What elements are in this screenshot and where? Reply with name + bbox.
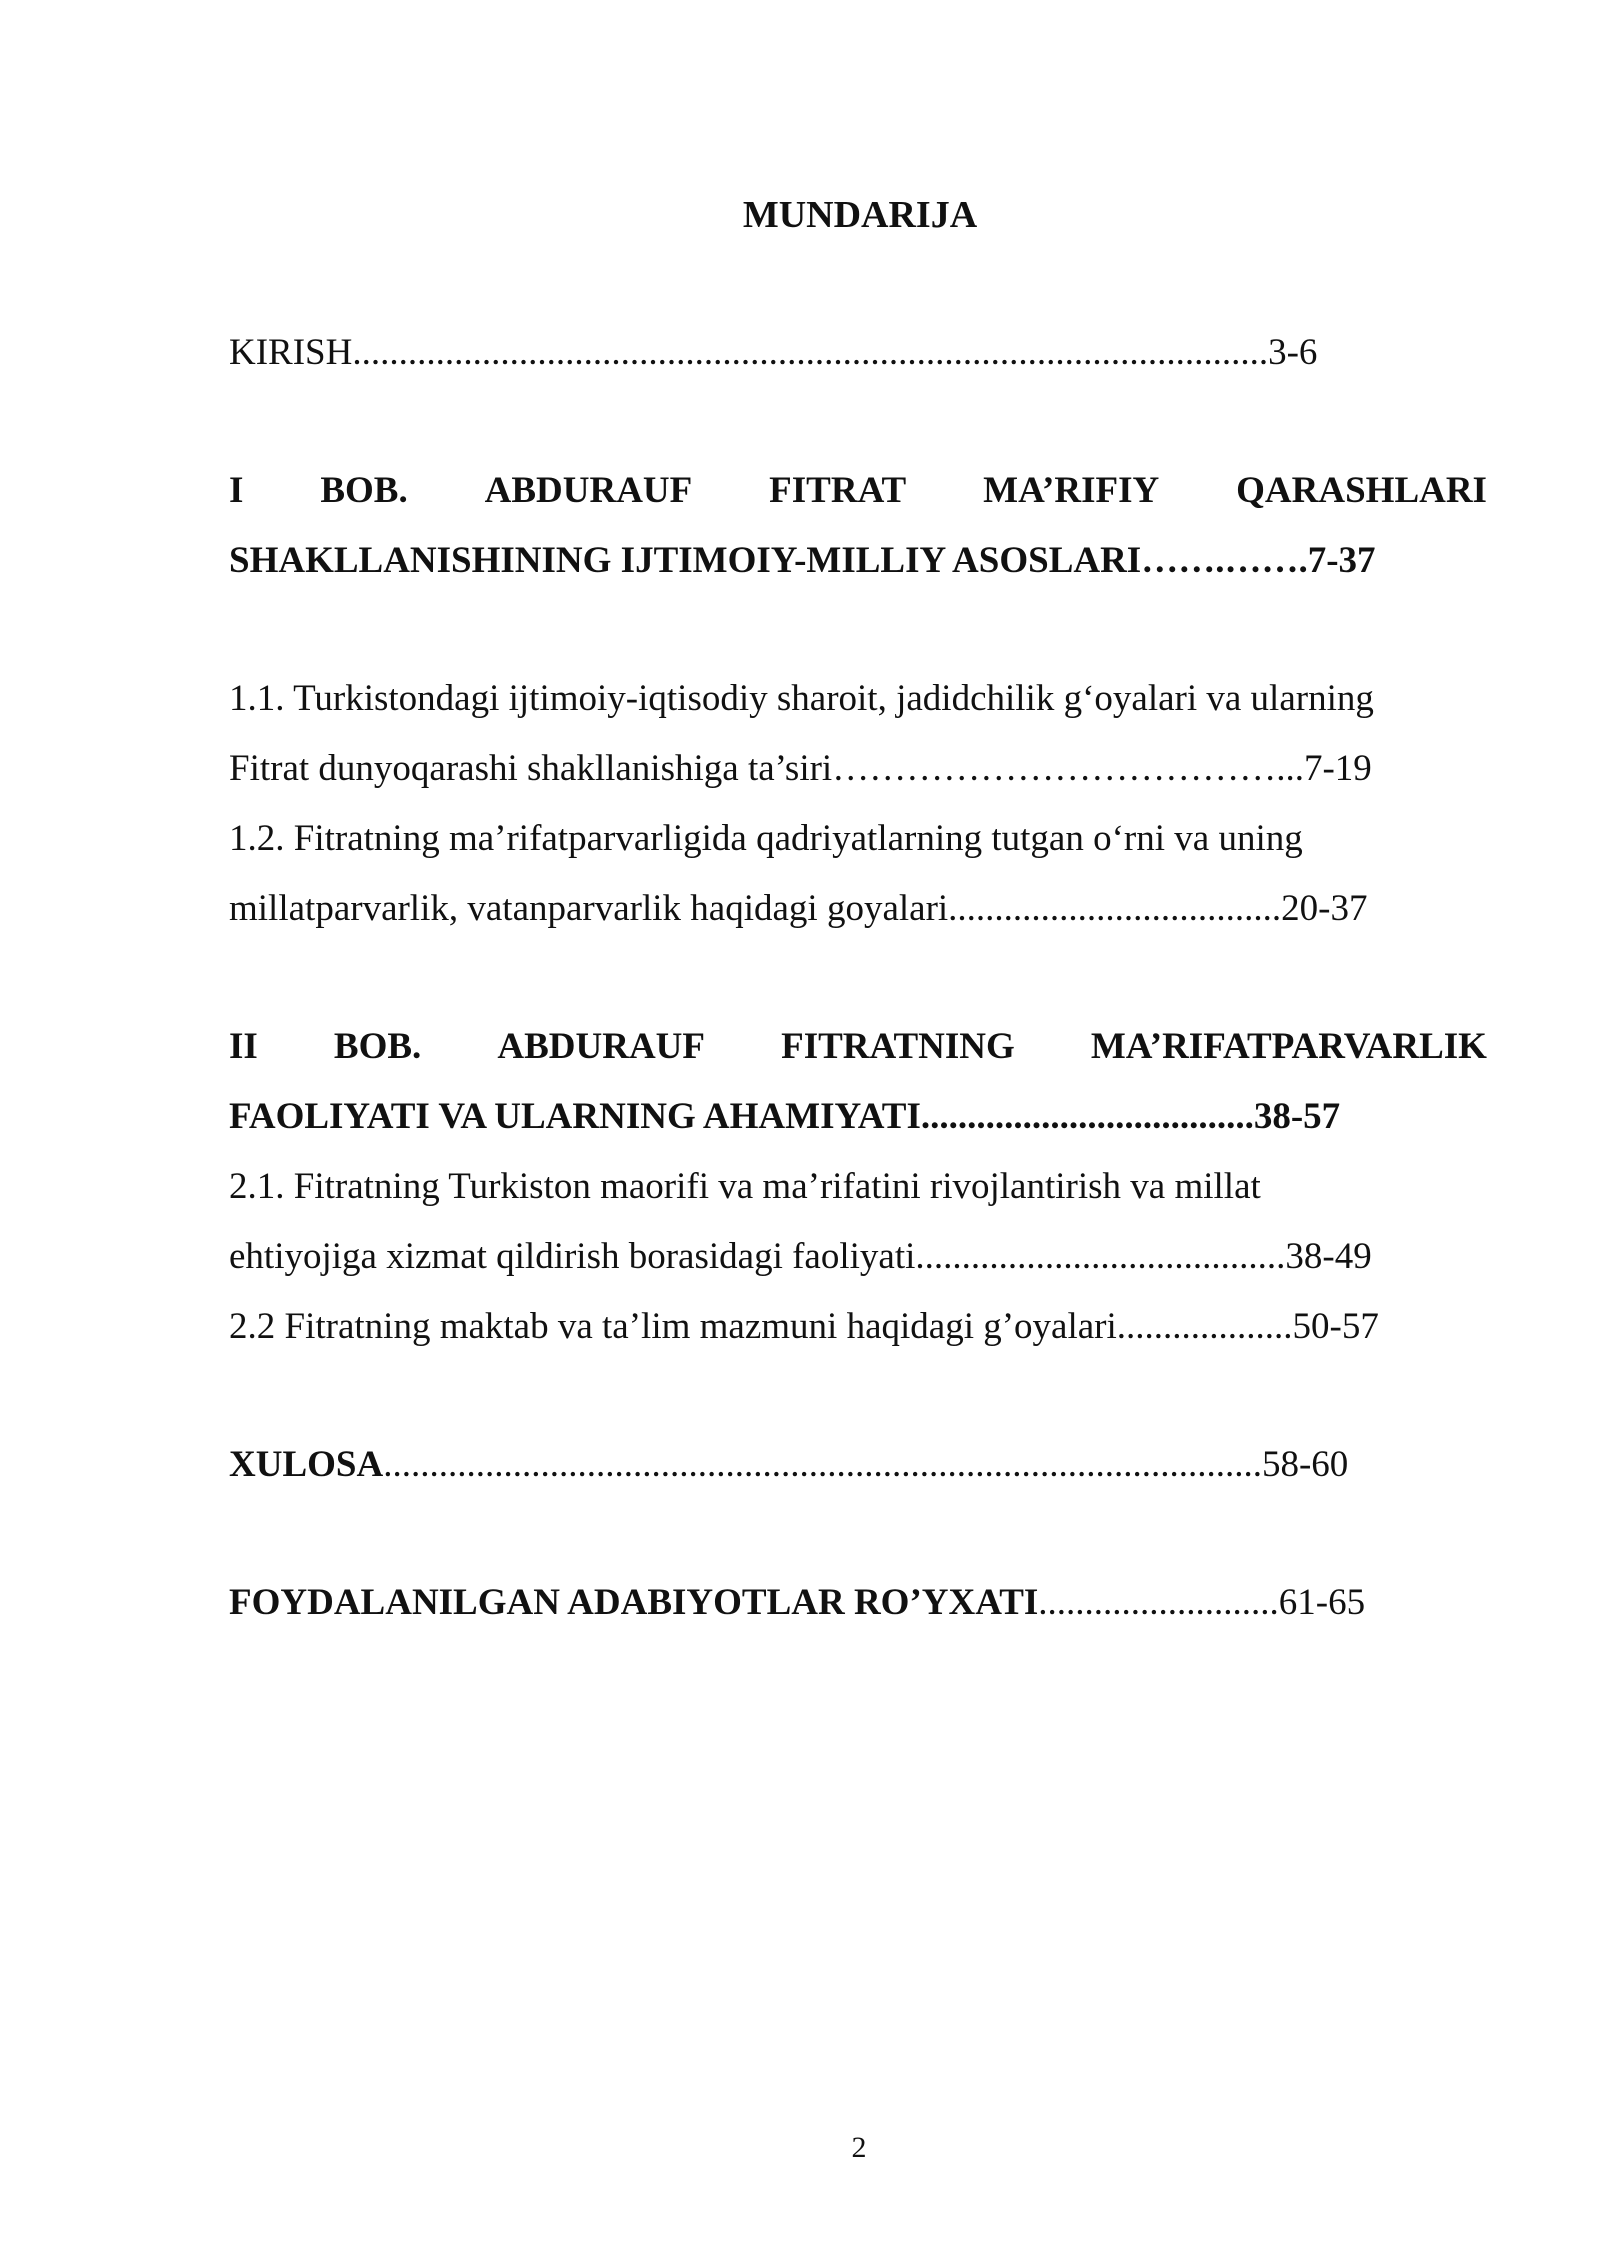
heading-word: II [229, 1026, 258, 1067]
toc-chapter1-heading-line2: SHAKLLANISHINING IJTIMOIY-MILLIY ASOSLARI…….…….7-37 [229, 540, 1376, 581]
page-title: MUNDARIJA [742, 194, 978, 236]
heading-word: BOB. [320, 470, 408, 511]
toc-section-2-1-line2: ehtiyojiga xizmat qildirish borasidagi faoliyati........................................38-49 [229, 1236, 1372, 1277]
heading-word: QARASHLARI [1236, 470, 1487, 511]
toc-entry-xulosa [229, 1441, 1348, 1489]
toc-section-1-1-line2: Fitrat dunyoqarashi shakllanishiga ta’siri………………………………...7-19 [229, 748, 1372, 789]
toc-entry-leader: ..........................61-65 [1038, 1582, 1366, 1623]
toc-section-1-2-line2: millatparvarlik, vatanparvarlik haqidagi goyalari....................................20-37 [229, 888, 1368, 929]
page-number: 2 [851, 2131, 867, 2164]
toc-section-2-2: 2.2 Fitratning maktab va ta’lim mazmuni haqidagi g’oyalari...................50-57 [229, 1306, 1379, 1347]
heading-word: I [229, 470, 244, 511]
toc-section-2-1-line1: 2.1. Fitratning Turkiston maorifi va ma’rifatini rivojlantirish va millat [229, 1166, 1261, 1207]
toc-chapter1-heading-line1 [229, 467, 1487, 515]
toc-chapter2-heading-line1 [229, 1023, 1487, 1071]
toc-chapter2-heading-line2: FAOLIYATI VA ULARNING AHAMIYATI....................................38-57 [229, 1096, 1341, 1137]
toc-entry-label: XULOSA [229, 1444, 384, 1485]
toc-entry-leader: ...............................................................................................58-60 [383, 1444, 1349, 1485]
toc-entry-kirish: KIRISH...................................................................................................3-6 [229, 332, 1318, 373]
heading-word: ABDURAUF [497, 1026, 705, 1067]
heading-word: FITRAT [769, 470, 907, 511]
toc-entry-label: FOYDALANILGAN ADABIYOTLAR RO’YXATI [229, 1582, 1039, 1623]
heading-word: BOB. [333, 1026, 422, 1067]
heading-word: FITRATNING [781, 1026, 1015, 1067]
toc-section-1-2-line1: 1.2. Fitratning ma’rifatparvarligida qadriyatlarning tutgan o‘rni va uning [229, 818, 1303, 859]
heading-word: ABDURAUF [484, 470, 693, 511]
toc-entry-references [229, 1579, 1365, 1627]
toc-section-1-1-line1: 1.1. Turkistondagi ijtimoiy-iqtisodiy sharoit, jadidchilik g‘oyalari va ularning [229, 678, 1374, 719]
heading-word: MA’RIFIY [983, 470, 1160, 511]
heading-word: MA’RIFATPARVARLIK [1090, 1026, 1487, 1067]
